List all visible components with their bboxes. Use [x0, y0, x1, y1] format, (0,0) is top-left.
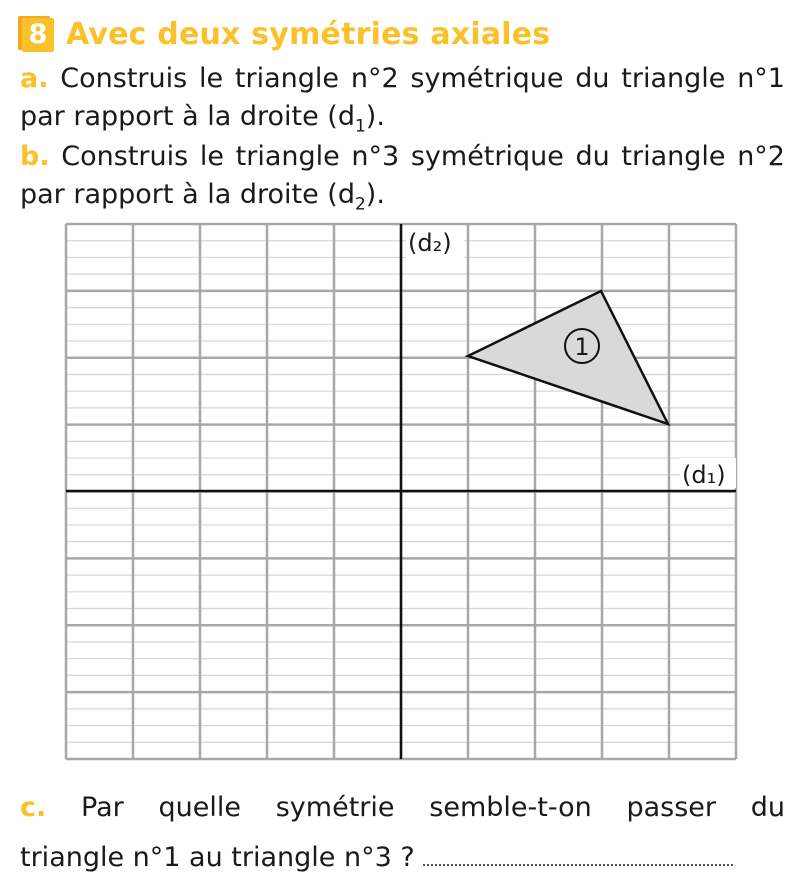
axis-d2-label: (d₂)	[408, 229, 452, 257]
question-b-letter: b.	[20, 141, 50, 172]
question-c-text-line2: triangle n°1 au triangle n°3 ?	[20, 842, 415, 873]
exercise-number: 8	[22, 18, 54, 52]
question-a-text-end: ).	[365, 101, 385, 132]
question-b-subscript: 2	[354, 194, 366, 215]
question-a-text: Construis le triangle n°2 symétrique du triangle n°1 par rapport à la droite (d	[20, 63, 785, 132]
question-c-text-line1: Par quelle symétrie semble-t-on passer du	[81, 792, 785, 823]
question-c-letter: c.	[20, 792, 47, 823]
question-a-letter: a.	[20, 63, 49, 94]
question-a-subscript: 1	[354, 116, 366, 137]
exercise-title: Avec deux symétries axiales	[66, 16, 551, 52]
question-b-text-end: ).	[365, 179, 385, 210]
triangle-label: 1	[574, 333, 590, 361]
answer-dotted-line[interactable]	[423, 863, 733, 866]
axis-d1-label: (d₁)	[682, 461, 726, 489]
question-c-line1	[20, 783, 785, 833]
question-b-text: Construis le triangle n°3 symétrique du triangle n°2 par rapport à la droite (d	[20, 141, 785, 210]
question-c	[20, 783, 785, 883]
